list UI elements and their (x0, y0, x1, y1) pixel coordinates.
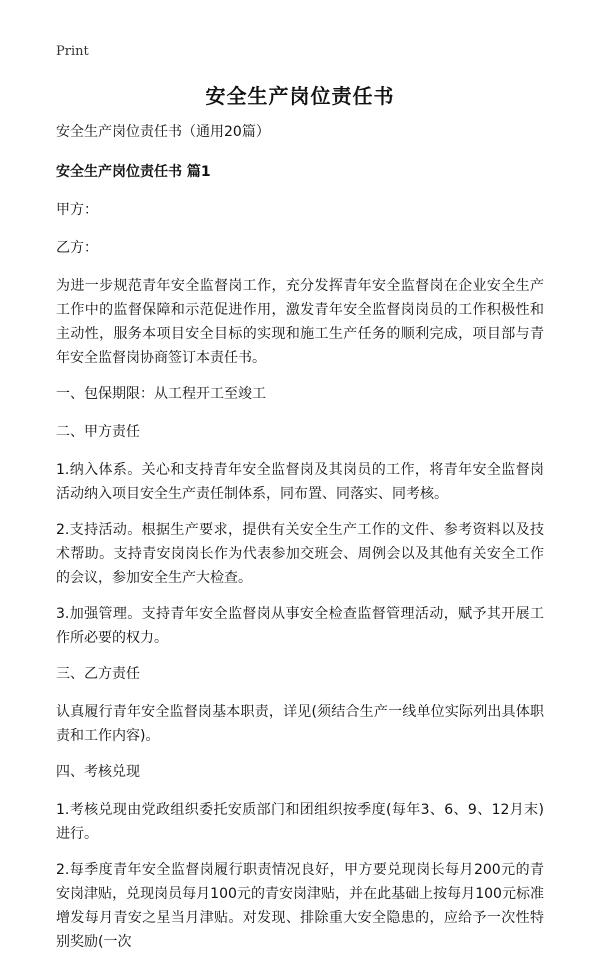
party-b-line: 乙方： (56, 240, 98, 256)
document-body (56, 120, 544, 966)
party-a-duty-2: 2.支持活动。根据生产要求，提供有关安全生产工作的文件、参考资料以及技术帮助。支持青安岗岗长作为代表参加交班会、周例会以及其他有关安全工作的会议，参加安全生产大检查。 (56, 522, 544, 586)
heading-party-a-duties: 二、甲方责任 (56, 424, 140, 440)
assessment-item-1: 1.考核兑现由党政组织委托安质部门和团组织按季度(每年3、6、9、12月末)进行。 (56, 802, 544, 842)
term-line: 一、包保期限：从工程开工至竣工 (56, 386, 266, 402)
intro-paragraph: 为进一步规范青年安全监督岗工作，充分发挥青年安全监督岗在企业安全生产工作中的监督保障和示范促进作用，激发青年安全监督岗岗员的工作积极性和主动性，服务本项目安全目标的实现和施工生产任务的顺利完成，项目部与青年安全监督岗协商签订本责任书。 (56, 278, 544, 366)
document-subtitle: 安全生产岗位责任书（通用20篇） (56, 124, 270, 140)
party-b-duty-1: 认真履行青年安全监督岗基本职责，详见(须结合生产一线单位实际列出具体职责和工作内容)。 (56, 704, 544, 744)
heading-party-b-duties: 三、乙方责任 (56, 666, 140, 682)
party-a-duty-1: 1.纳入体系。关心和支持青年安全监督岗及其岗员的工作，将青年安全监督岗活动纳入项目安全生产责任制体系，同布置、同落实、同考核。 (56, 462, 544, 502)
heading-assessment: 四、考核兑现 (56, 764, 140, 780)
assessment-item-2: 2.每季度青年安全监督岗履行职责情况良好，甲方要兑现岗长每月200元的青安岗津贴，兑现岗员每月100元的青安岗津贴，并在此基础上按每月100元标准增发每月青安之星当月津贴。对发现、排除重大安全隐患的，应给予一次性特别奖励(一次 (56, 862, 544, 950)
section-title: 安全生产岗位责任书 篇1 (56, 164, 211, 180)
print-link[interactable]: Print (56, 44, 89, 59)
party-a-duty-3: 3.加强管理。支持青年安全监督岗从事安全检查监督管理活动，赋予其开展工作所必要的权力。 (56, 606, 544, 646)
party-a-line: 甲方： (56, 202, 98, 218)
document-title: 安全生产岗位责任书 (205, 84, 395, 108)
